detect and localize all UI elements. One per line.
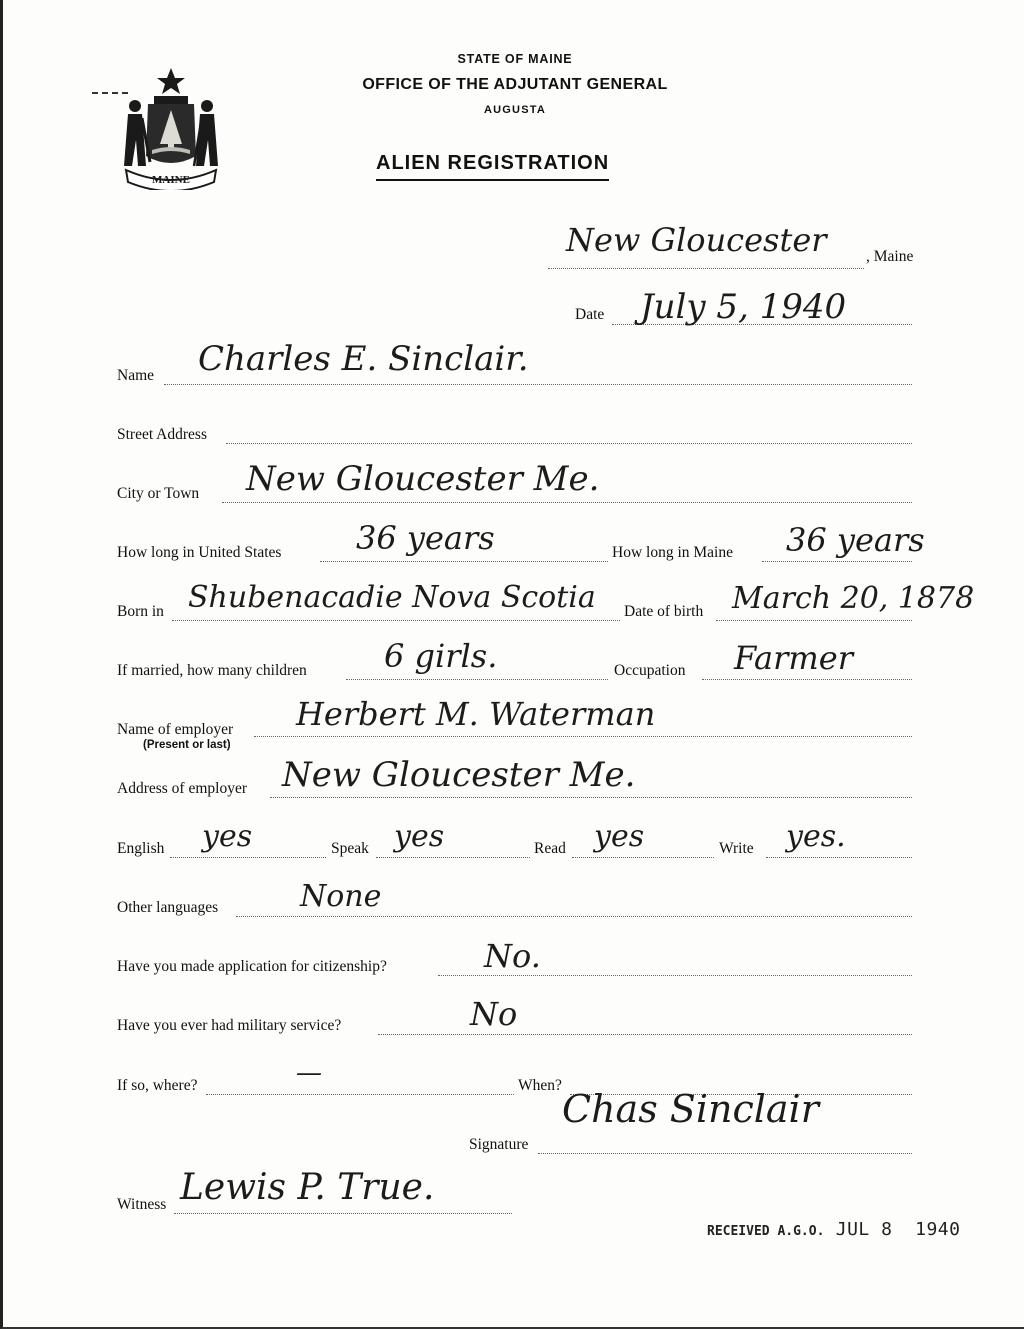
witness-line <box>174 1213 512 1214</box>
date-of-birth-value: March 20, 1878 <box>732 581 975 616</box>
read-label: Read <box>534 840 566 857</box>
how-long-maine-value: 36 years <box>786 521 925 559</box>
how-long-us-line <box>320 561 608 562</box>
employer-name-value: Herbert M. Waterman <box>296 695 656 733</box>
citizenship-line <box>438 975 912 976</box>
employer-name-sublabel: (Present or last) <box>143 739 231 751</box>
read-value: yes <box>594 819 645 854</box>
city-heading: AUGUSTA <box>484 104 546 116</box>
citizenship-label: Have you made application for citizenship? <box>117 958 387 975</box>
name-value: Charles E. Sinclair. <box>198 339 529 379</box>
born-in-label: Born in <box>117 603 164 620</box>
employer-name-line <box>254 736 912 737</box>
employer-name-label: Name of employer <box>117 721 234 738</box>
write-value: yes. <box>786 819 846 854</box>
read-line <box>572 857 714 858</box>
occupation-label: Occupation <box>614 662 686 679</box>
street-address-line <box>226 443 912 444</box>
signature-value: Chas Sinclair <box>562 1087 819 1131</box>
city-value: New Gloucester Me. <box>246 459 600 499</box>
date-value: July 5, 1940 <box>640 287 847 327</box>
city-line <box>222 502 912 503</box>
employer-address-value: New Gloucester Me. <box>282 755 636 795</box>
seal-banner-text: MAINE <box>152 174 190 186</box>
how-long-maine-label: How long in Maine <box>612 544 733 561</box>
military-service-label: Have you ever had military service? <box>117 1017 342 1034</box>
if-so-where-line <box>206 1094 514 1095</box>
military-service-line <box>378 1034 912 1035</box>
received-stamp <box>707 1219 960 1240</box>
write-label: Write <box>719 840 754 857</box>
english-label: English <box>117 840 165 857</box>
town-value: New Gloucester <box>566 221 827 259</box>
maine-state-seal-icon <box>118 66 224 190</box>
speak-label: Speak <box>331 840 369 857</box>
street-address-label: Street Address <box>117 426 207 443</box>
occupation-value: Farmer <box>734 639 853 677</box>
how-long-us-value: 36 years <box>356 519 495 557</box>
military-service-value: No <box>470 995 518 1033</box>
english-value: yes <box>202 819 253 854</box>
city-label: City or Town <box>117 485 200 502</box>
office-heading: OFFICE OF THE ADJUTANT GENERAL <box>362 76 668 93</box>
born-in-line <box>172 620 620 621</box>
date-of-birth-line <box>716 620 912 621</box>
date-label: Date <box>575 306 605 323</box>
date-of-birth-label: Date of birth <box>624 603 704 620</box>
name-label: Name <box>117 367 155 384</box>
children-label: If married, how many children <box>117 662 307 679</box>
other-languages-line <box>236 916 912 917</box>
how-long-maine-line <box>762 561 912 562</box>
town-line <box>548 268 864 269</box>
form-title: ALIEN REGISTRATION <box>376 152 609 181</box>
speak-line <box>376 857 530 858</box>
received-stamp-label: RECEIVED A.G.O. <box>707 1224 825 1239</box>
when-label: When? <box>518 1077 562 1094</box>
witness-label: Witness <box>117 1196 167 1213</box>
signature-line <box>538 1153 912 1154</box>
occupation-line <box>702 679 912 680</box>
employer-address-label: Address of employer <box>117 780 247 797</box>
born-in-value: Shubenacadie Nova Scotia <box>188 580 596 615</box>
signature-label: Signature <box>469 1136 529 1153</box>
if-so-where-label: If so, where? <box>117 1077 198 1094</box>
name-line <box>164 384 912 385</box>
state-heading: STATE OF MAINE <box>457 52 573 66</box>
citizenship-value: No. <box>484 937 541 975</box>
received-stamp-date: JUL 8 1940 <box>835 1219 961 1240</box>
employer-address-line <box>270 797 912 798</box>
how-long-us-label: How long in United States <box>117 544 282 561</box>
write-line <box>766 857 912 858</box>
other-languages-label: Other languages <box>117 899 219 916</box>
if-so-where-value: — <box>296 1058 322 1088</box>
english-line <box>170 857 326 858</box>
children-value: 6 girls. <box>384 637 498 675</box>
other-languages-value: None <box>300 879 382 914</box>
town-label: , Maine <box>866 248 914 265</box>
children-line <box>346 679 608 680</box>
witness-value: Lewis P. True. <box>180 1167 435 1208</box>
speak-value: yes <box>394 819 445 854</box>
